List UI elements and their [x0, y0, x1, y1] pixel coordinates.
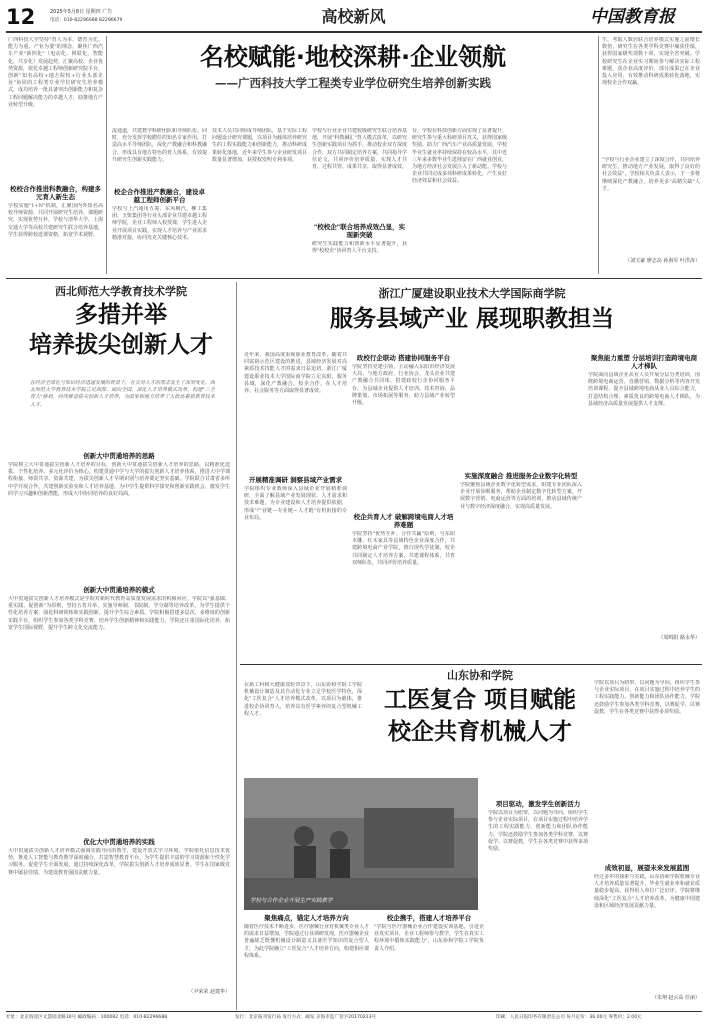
a4-subhead-3: 项目驱动，激发学生创新活力 [495, 800, 581, 808]
a1-column-4 [312, 128, 407, 274]
a2-subhead-1: 创新大中贯通培养的思路 [83, 452, 155, 460]
a4-column-left [244, 914, 369, 1010]
a1-body: 学校与行业企业共建校级研究生联合培养基地，开展"科教融汇"育人模式改革，以研究生创新实践项目为抓手，推动校企双方深度合作，双方共同制定培养方案，共同指导学位论文，共同评价培养质量，实现人才共育、过程共管、成果共享，取得显著成效。 [312, 128, 407, 171]
a1-subhead-2: 校企合作推进产教融合，建设卓越工程师创新平台 [114, 188, 205, 204]
footer-printing: 印刷：人民日报印务有限责任公司 每月定价：36.00元 零售价：2.00元 [496, 1015, 642, 1020]
a4-subhead-4: 成效初显，展望未来发展蓝图 [604, 864, 690, 872]
a3-subhead-1: 开展精准调研 洞察县域产业需求 [248, 476, 343, 484]
a1-column-5: 台，学校在科技创新方面实现了显著提升，研究生参与重大科研项目攻关，获得国家级奖励，助力广西汽车产业高质量发展。学校毕业生就业率持续保持在较高水平，其中近三年来多数毕业生选择留在广西就业创业，为地方经济社会发展注入了新动能。学校与企业共同完成多项科研成果转化，产生良好经济效益和社会效益。 [412, 128, 507, 185]
a3-headline [244, 286, 700, 346]
a2-college: 西北师范大学教育技术学院 [55, 285, 187, 298]
a2-headline [10, 284, 232, 358]
a2-body [8, 452, 230, 1007]
a4-credit: （朱翔 赵云高 任丽） [651, 995, 700, 1001]
a2-subhead-2: 创新大中贯通培养的模式 [83, 586, 155, 594]
footer-rule [6, 1011, 702, 1012]
footer-distribution: 发行：北京报刊发行局 发行方式：邮发 京海市监广登字20170213号 [235, 1015, 377, 1020]
a1-column-6 [602, 37, 700, 274]
a1-subhead-1: 校校合作推进科教融合，构建多元育人新生态 [10, 185, 101, 201]
a1-body: 广西科技大学坚持"育人为本、德育为先、能力为重、产业为要"的理念，聚焦广西汽车产业"新四化"（电动化、网联化、智能化、共享化）发展趋势，汇聚高校、企业优势资源，依托卓越工程师创新研究院平台，创新"知名高校+地方院校+行业头部企业"协同的工程类专业学位研究生培养模式，成功培养一批具备突出创新能力和复杂工程问题解决能力的卓越人才，助推地方产业转型升级。 [8, 37, 103, 108]
a4-column-mid [374, 914, 484, 1010]
a2-intro: 在经济全球化与知识经济迅速发展的背景下，社会对人才的需求发生了深刻变化。西北师范大学教育技术学院立足西部、面向全国，深化人才培养模式改革，构建"三全育人"格局，持续推进拔尖创新人才培养，为国家和地方培养了大批高素质教育技术人才。 [30, 380, 215, 408]
a1-body: 生，考取人数居联合培养模式实施之前增长数倍，研究生在各类学科竞赛中屡获佳绩，获得国家级奖项数十项，实现全省突破。学校研究生在企业实习期间参与解决实际工程难题，获企业高度评价，部分成果已在企业投入应用，有效推动科研成果转化落地，实现校企合作双赢。 [602, 37, 700, 87]
a1-title: 名校赋能·地校深耕·企业领航 [199, 43, 507, 71]
a3-column-4 [588, 352, 700, 652]
header-date: 2025年5月8日 星期四 广告 [50, 9, 113, 15]
page-number: 12 [6, 5, 36, 29]
a2-subhead-3: 优化大中贯通培养的实践 [83, 838, 155, 846]
a4-college: 山东协和学院 [447, 669, 513, 682]
a3-credit: （周鸣阳 路永华） [658, 635, 700, 641]
divider [6, 278, 702, 279]
a4-photo [244, 778, 478, 910]
a1-headline [112, 40, 594, 120]
a2-title-1: 多措并举 [75, 302, 167, 328]
a1-body: 研究生实践能力和创新水平显著提升，获得"校校企"协同育人平台支持。 [312, 241, 407, 255]
a4-subhead-2: 校企携手，搭建人才培养平台 [386, 914, 472, 922]
a3-column-1 [244, 352, 347, 652]
a1-column-3: 技术人员共同组成导师团队，基于实际工程问题设计研究课题，以项目为载体培养研究生的工程实践能力和创新能力，推动科研成果转化落地，近年来学生参与企业研发项目数量显著增加，获授权发明专利多项。 [212, 128, 307, 163]
a3-para-5: 学院面向县域企业从业人员开展分层分类培训，围绕跨境电商运营、直播营销、数据分析等内容开发培训课程，提升县域跨境电商从业人员综合能力，打造结构合理、素质优良的跨境电商人才梯队，为县域经济高质量发展提供人才支撑。 [588, 372, 700, 407]
a3-title: 服务县域产业 展现职教担当 [329, 306, 614, 332]
a1-subhead-3: "校校企"联合培养成效凸显，实现新突破 [313, 223, 406, 239]
a1-body: "学校与行业企业建立了深度合作，共同培养研究生，推动地方产业发展，取得了良好的社会效益"，学校相关负责人表示，下一步将继续深化产教融合，培养更多"高精尖缺"人才。 [602, 157, 700, 192]
a4-para-5a: 学院以项目为纽带，以问题为导向，组织学生参与企业实际项目，在项目实施过程中培养学生的工程实践能力、创新能力和团队协作能力。学院还鼓励学生参加各类学科竞赛，以赛促学、以赛促教，学生在各类竞赛中获得多项奖励。 [594, 680, 700, 715]
a1-column-1 [8, 37, 103, 273]
a3-subhead-3: 校企共育人才 破解跨境电商人才培养难题 [353, 513, 454, 529]
a2-title-2: 培养拔尖创新人才 [29, 332, 213, 358]
a4-column-far [594, 680, 700, 1010]
a4-para-5: 经过多年的探索与实践，山东协和学院机械专业人才培养质量显著提升，毕业生就业率和就业质量稳步提高，获得用人单位广泛好评。学院将继续深化"工医复合"人才培养改革，为健康中国建设和区域经济发展贡献力量。 [594, 874, 700, 909]
a3-subhead-2: 政校行企联动 搭建协同服务平台 [356, 354, 451, 362]
a2-para-3: 大中贯通拔尖创新人才培养模式强调实践导向的教学，建设开放式学习环境。学院依托信息技术优势，推进人工智能与教育教学深度融合，打造智慧教育平台，为学生提供丰富的学习资源和个性化学习服务，促进学生全面发展。通过持续深化改革，学院拔尖创新人才培养成效显著，学生在国家级竞赛中屡获佳绩，为建设教育强国贡献力量。 [8, 848, 230, 876]
footer-address: 社址：北京海淀区文慧园北路10号 邮政编码：100082 电话：010-82296688 [6, 1015, 168, 1020]
a3-intro: 近年来，我国高度重视职业教育改革，随着共同富裕示范区建设的推进，县域经济发展对高素质技术技能人才的需求日益迫切。浙江广厦建设职业技术大学国际商学院立足东阳、服务县域，深化产教融合、校企合作，在人才培养、社会服务等方面取得显著成效。 [244, 352, 347, 395]
a3-college: 浙江广厦建设职业技术大学国际商学院 [378, 287, 566, 300]
a4-column-1 [244, 682, 362, 777]
a1-subtitle: ——广西科技大学工程类专业学位研究生培养创新实践 [215, 76, 491, 90]
a4-headline [370, 668, 590, 778]
divider [240, 664, 702, 665]
masthead-logo: 中国教育报 [590, 7, 675, 27]
a4-para-3: "学院与医疗器械企业合作建设实训基地，引进企业真实项目，企业工程师参与教学，学生在真实工程环境中锻炼实践能力"，山东协和学院工学院负责人介绍。 [374, 924, 484, 952]
a4-subhead-1: 聚焦痛点，锚定人才培养方向 [264, 914, 349, 922]
a3-para-4: 学院聚焦县域企业数字化转型需求，组建专业团队深入企业开展诊断服务，帮助企业制定数字化转型方案，开展数字营销、电商运营等方面的培训，推动县域传统产业与数字经济深度融合，实现高质量发展。 [460, 482, 582, 510]
a1-column-2 [112, 128, 207, 274]
a4-column-right [488, 800, 588, 1010]
a1-body: 学校实施"1+N"机制，汇聚国内外知名高校导师资源，共同开展研究生培养、课题研究，实现优势互补。学校与清华大学、上海交通大学等高校共建研究生联合培养基地，学生获得跨校选课资格，拓宽学术视野。 [8, 203, 103, 238]
a3-para-1: 学院组织专业教师深入县域企业开展精准调研，全面了解县域产业发展现状、人才需求和技术难题，为专业建设和人才培养提供依据，形成"产业链—专业链—人才链"有机衔接的专业布局。 [244, 486, 347, 521]
a4-para-2: 随着医疗技术不断进步，医疗器械行业对机械类专业人才的需求日益增加，学院通过行业调研发现，医疗器械企业普遍缺乏既懂机械设计制造又具备医学知识的复合型人才，为此学院确立"工医复合"人才培养方向，构建相应课程体系。 [244, 924, 369, 959]
a3-column-3 [460, 352, 582, 652]
section-title: 高校新风 [321, 7, 386, 26]
a1-body: 学校与上汽通用五菱、东风柳汽、柳工集团、玉柴集团等行业头部企业共建卓越工程师学院，企业工程师入校授课，学生进入企业开展项目实践，实现人才培养与产业需求精准对接，协同攻克关键核心技术。 [112, 206, 207, 241]
a3-para-2: 学院坚持党建引领，主动融入东阳市经济发展大局，与地方政府、行业协会、龙头企业共建产教融合共同体，搭建政校行企协同服务平台，为县域企业提供人才培训、技术咨询、品牌策划、市场拓展等服务，助力县域产业转型升级。 [352, 364, 455, 407]
a4-title-2: 校企共育机械人才 [388, 719, 572, 745]
a4-para-1: 在新工科和大健康双轮背景下，山东协和学院工学院机械设计制造及其自动化专业立足学校医学特色，深化"工医复合"人才培养模式改革，以项目为载体，推进校企协同育人，培养具有医学素养的复合型机械工程人才。 [244, 682, 362, 717]
a3-subhead-4: 实施深度融合 推进服务企业数字化转型 [464, 472, 578, 480]
a1-credit: （刘宝豪 廖志高 孙海军 叶洪涛） [625, 258, 700, 264]
a2-credit: （尹荣荣 赵建华） [188, 989, 230, 995]
a4-photo-caption: 学校与合作企业开展生产实践教学 [250, 898, 333, 904]
a1-body: 流通道，共建教学科研团队和导师队伍。同时，充分发挥学校聘任的知名专家作用，打造高水平导师团队，深化产教融合和科教融合，形成具有地方特色的育人体系，有效提升研究生创新实践能力。 [112, 128, 207, 163]
a3-subhead-5: 聚焦能力重塑 分层培训打造跨境电商人才梯队 [590, 354, 698, 370]
header-phone: 电话：010-82296688 82296679 [50, 18, 123, 23]
a4-para-4: 学院以项目为纽带，以问题为导向，组织学生参与企业实际项目，在项目实施过程中培养学生的工程实践能力、创新能力和团队协作能力。学院还鼓励学生参加各类学科竞赛，以赛促学、以赛促教，学生在各类竞赛中获得多项奖励。 [488, 810, 588, 853]
a2-para-2: 大中贯通拔尖创新人才培养模式是学院对新时代教育高质量发展需求的积极回应。学院以"强基础、重实践、促创新"为原则，坚持五育并举，实施导师制、书院制、学分制等培养改革，为学生提供个性化培养方案，强化科研训练和实践创新，提升学生综合素质。学院积极搭建多层次、多维度的创新实践平台，组织学生参加各类学科竞赛，培养学生创新精神和实践能力。学院还注重国际化培养，拓宽学生国际视野，提升学生跨文化交流能力。 [8, 596, 230, 631]
a4-title-1: 工医复合 项目赋能 [383, 687, 576, 713]
a3-column-2 [352, 352, 455, 652]
a2-para-1: 学院树立大中贯通拔尖创新人才培养的目标，创新大中贯通拔尖创新人才培养的思路，以精准化选拔、个性化培养、多元化评价为核心，构建贯通中学与大学的拔尖创新人才培养体系，推进大中学课程衔接、师资共享、资源共建，为拔尖创新人才早期识别与培养奠定坚实基础。学院联合甘肃省多所中学开展合作，共建创新实验室和人才培养基地，为中学生提供科学探究和创新实践机会，激发学生的学习兴趣和创新潜能，形成大中协同培养的良好局面。 [8, 462, 230, 497]
header-rule [6, 31, 702, 33]
a3-para-3: 学院坚持"优势互补、合作共赢"原则，与东阳木雕、红木家具等县域特色企业深度合作，共建跨境电商产业学院，推行现代学徒制，校企共同制定人才培养方案，共建课程体系，共育双师队伍，共同评价培养质量。 [352, 531, 455, 566]
